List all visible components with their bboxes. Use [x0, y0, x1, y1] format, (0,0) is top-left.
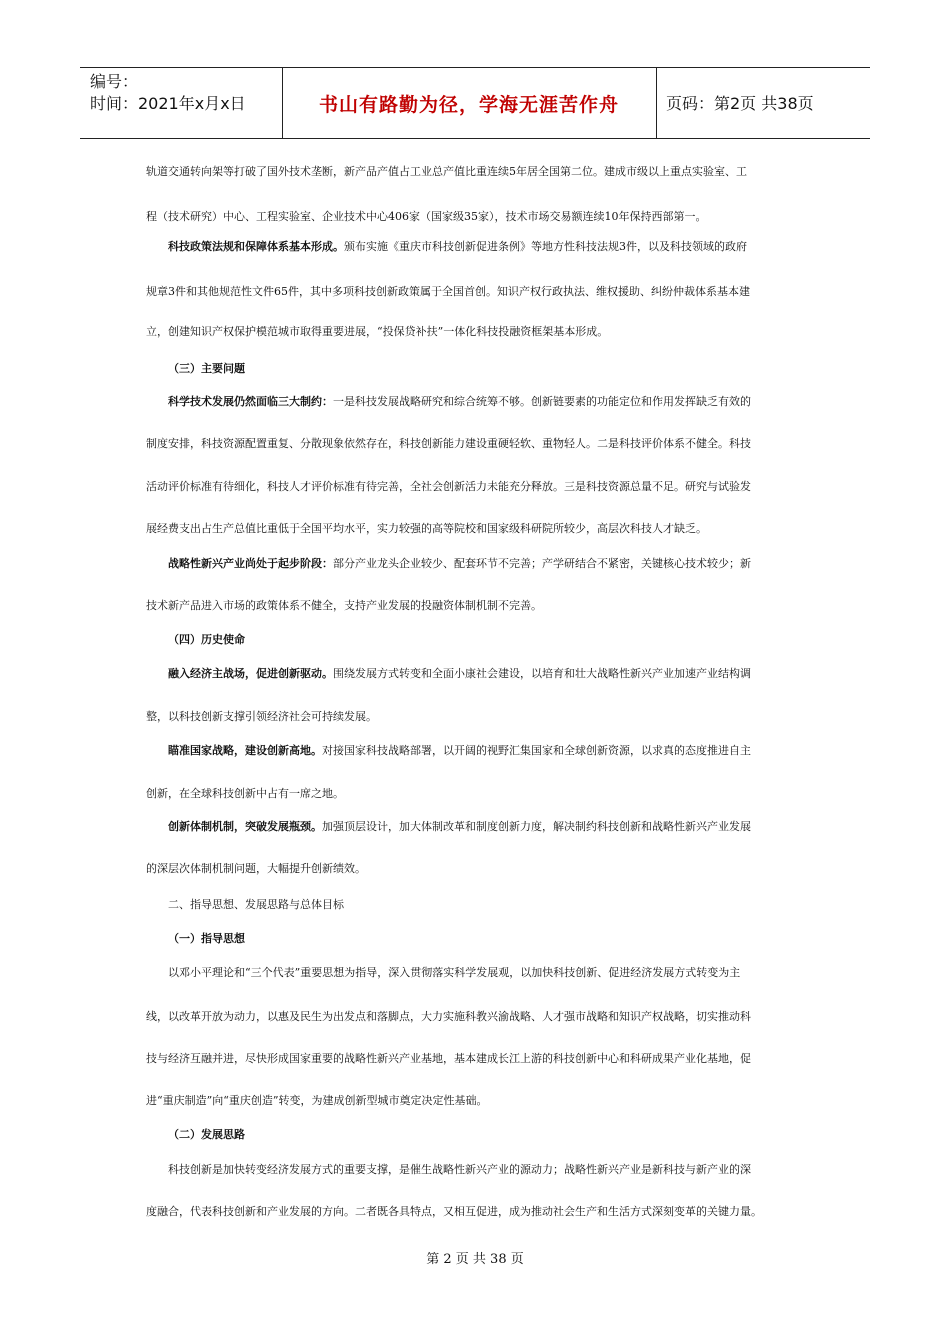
body-line-heading: 科技政策法规和保障体系基本形成。 [168, 240, 344, 253]
body-line [168, 744, 751, 758]
body-line [146, 480, 751, 494]
body-line-text: 技术新产品进入市场的政策体系不健全，支持产业发展的投融资体制机制不完善。 [146, 599, 542, 612]
body-line [168, 557, 751, 571]
body-line [146, 710, 377, 724]
page-header [80, 67, 870, 139]
body-line [168, 1163, 751, 1177]
body-line-text: 颁布实施《重庆市科技创新促进条例》等地方性科技法规3件，以及科技领域的政府 [344, 240, 747, 253]
body-line [146, 437, 751, 451]
body-line-text: 程（技术研究）中心、工程实验室、企业技术中心406家（国家级35家），技术市场交易额连续10年保持西部第一。 [146, 210, 707, 223]
header-motto: 书山有路勤为径，学海无涯苦作舟 [318, 94, 619, 116]
body-line [146, 599, 542, 613]
body-line-heading: 创新体制机制，突破发展瓶颈。 [168, 820, 322, 833]
page-footer: 第 2 页 共 38 页 [426, 1252, 524, 1267]
body-line-heading: （二）发展思路 [168, 1128, 245, 1141]
body-line-heading: （四）历史使命 [168, 633, 245, 646]
body-line [168, 1128, 245, 1142]
body-line [146, 325, 608, 339]
body-line-text: 线，以改革开放为动力，以惠及民生为出发点和落脚点，大力实施科教兴渝战略、人才强市战略和知识产权战略，切实推动科 [146, 1010, 751, 1023]
body-line [146, 1094, 488, 1108]
body-line-text: 科技创新是加快转变经济发展方式的重要支撑，是催生战略性新兴产业的源动力；战略性新兴产业是新科技与新产业的深 [168, 1163, 751, 1176]
body-line [146, 1010, 751, 1024]
body-line [168, 240, 747, 254]
body-line-text: 技与经济互融并进，尽快形成国家重要的战略性新兴产业基地，基本建成长江上游的科技创新中心和科研成果产业化基地，促 [146, 1052, 751, 1065]
body-line-heading: 瞄准国家战略，建设创新高地。 [168, 744, 322, 757]
body-line-text: 立，创建知识产权保护模范城市取得重要进展，“投保贷补扶”一体化科技投融资框架基本形成。 [146, 325, 609, 338]
body-line-text: 展经费支出占生产总值比重低于全国平均水平，实力较强的高等院校和国家级科研院所较少，高层次科技人才缺乏。 [146, 522, 707, 535]
body-line [146, 787, 344, 801]
body-line-heading: （一）指导思想 [168, 932, 245, 945]
body-line-text: 围绕发展方式转变和全面小康社会建设，以培育和壮大战略性新兴产业加速产业结构调 [333, 667, 751, 680]
document-number-label: 编号： [90, 72, 139, 91]
body-line [168, 932, 245, 946]
body-line [146, 862, 366, 876]
body-line-text: 部分产业龙头企业较少、配套环节不完善；产学研结合不紧密，关键核心技术较少；新 [333, 557, 751, 570]
header-page-info: 页码：第2页 共38页 [666, 94, 814, 113]
body-line-text: 进“重庆制造”向“重庆创造”转变，为建成创新型城市奠定决定性基础。 [146, 1094, 488, 1107]
body-line [168, 898, 344, 912]
body-line-text: 创新，在全球科技创新中占有一席之地。 [146, 787, 344, 800]
body-line-text: 的深层次体制机制问题，大幅提升创新绩效。 [146, 862, 366, 875]
body-line [168, 820, 751, 834]
body-line-text: 以邓小平理论和“三个代表”重要思想为指导，深入贯彻落实科学发展观，以加快科技创新、促进经济发展方式转变为主 [168, 966, 741, 979]
body-line-heading: （三）主要问题 [168, 362, 245, 375]
body-line [146, 522, 707, 536]
body-line-text: 二、指导思想、发展思路与总体目标 [168, 898, 344, 911]
body-line [168, 633, 245, 647]
body-line-text: 对接国家科技战略部署，以开阔的视野汇集国家和全球创新资源，以求真的态度推进自主 [322, 744, 751, 757]
body-line-text: 度融合，代表科技创新和产业发展的方向。二者既各具特点，又相互促进，成为推动社会生产和生活方式深刻变革的关键力量。 [146, 1205, 762, 1218]
body-line [168, 667, 751, 681]
document-time-label: 时间：2021年x月x日 [90, 94, 246, 113]
body-line-heading: 融入经济主战场，促进创新驱动。 [168, 667, 333, 680]
body-line-text: 活动评价标准有待细化，科技人才评价标准有待完善，全社会创新活力未能充分释放。三是科技资源总量不足。研究与试验发 [146, 480, 751, 493]
body-line [146, 165, 747, 179]
body-line [168, 395, 751, 409]
body-line-heading: 战略性新兴产业尚处于起步阶段： [168, 557, 333, 570]
body-line-text: 一是科技发展战略研究和综合统筹不够。创新链要素的功能定位和作用发挥缺乏有效的 [333, 395, 751, 408]
body-line-text: 整，以科技创新支撑引领经济社会可持续发展。 [146, 710, 377, 723]
body-line [168, 362, 245, 376]
body-line [146, 1052, 751, 1066]
body-line-text: 加强顶层设计，加大体制改革和制度创新力度，解决制约科技创新和战略性新兴产业发展 [322, 820, 751, 833]
body-line-text: 规章3件和其他规范性文件65件，其中多项科技创新政策属于全国首创。知识产权行政执法、维权援助、纠纷仲裁体系基本建 [146, 285, 750, 298]
body-line-text: 制度安排，科技资源配置重复、分散现象依然存在，科技创新能力建设重硬轻软、重物轻人。二是科技评价体系不健全。科技 [146, 437, 751, 450]
body-line [146, 210, 707, 224]
body-line [146, 285, 750, 299]
header-meta [90, 71, 246, 115]
header-divider [656, 68, 657, 138]
body-line-heading: 科学技术发展仍然面临三大制约： [168, 395, 333, 408]
body-line-text: 轨道交通转向架等打破了国外技术垄断，新产品产值占工业总产值比重连续5年居全国第二位。建成市级以上重点实验室、工 [146, 165, 747, 178]
body-line [146, 1205, 762, 1219]
body-line [168, 966, 740, 980]
